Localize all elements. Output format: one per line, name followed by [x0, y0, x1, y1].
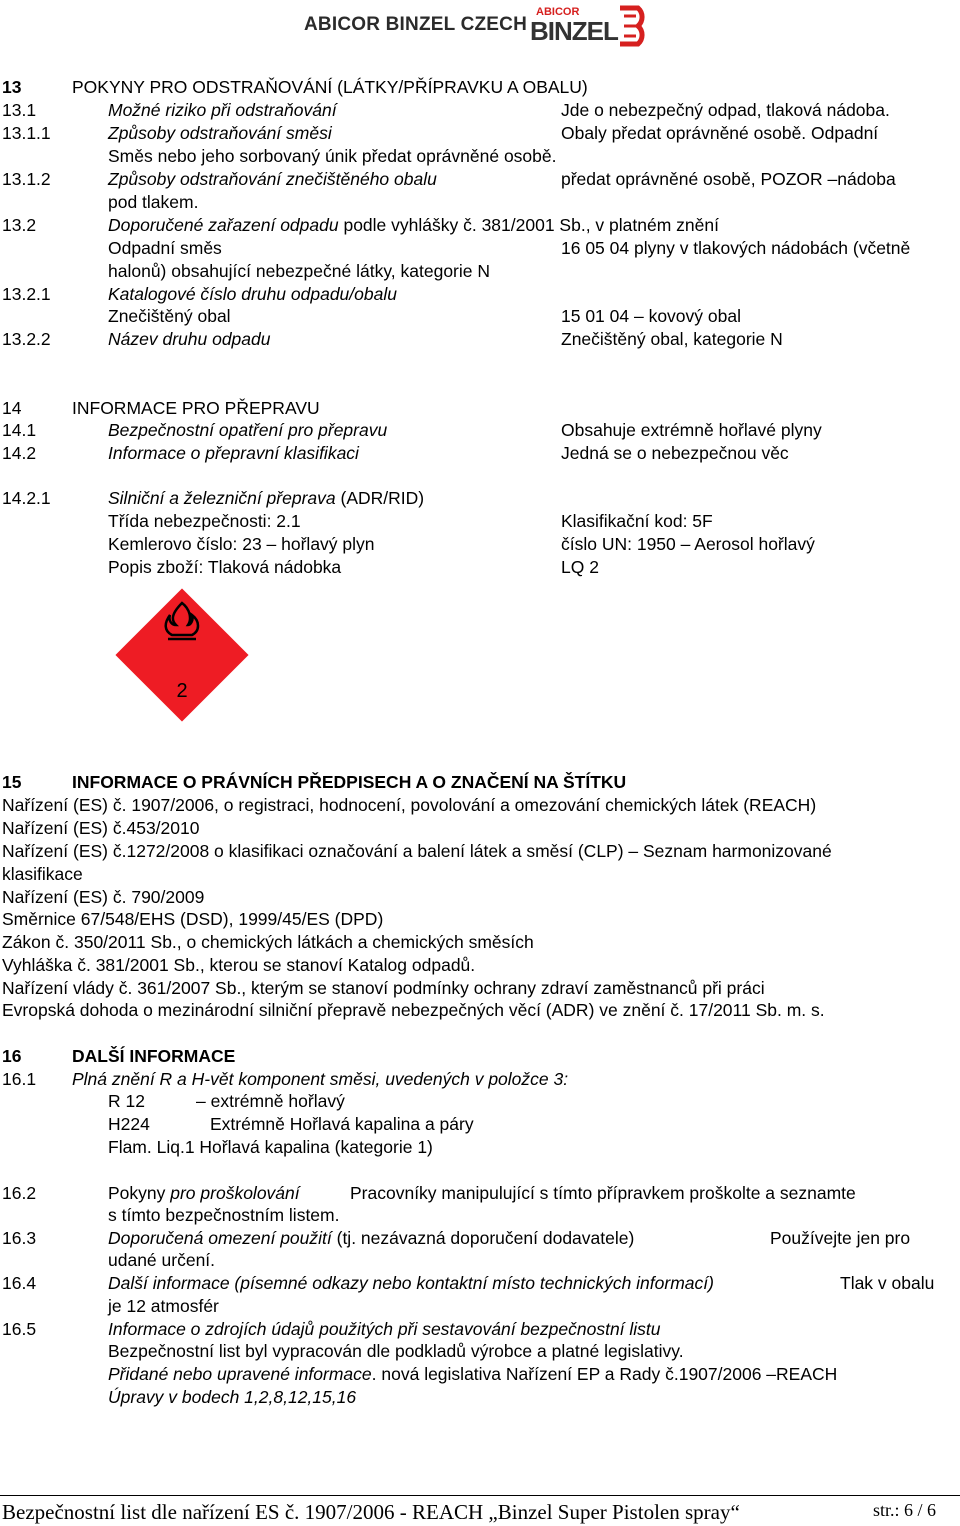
s16-r12-text: – extrémně hořlavý [196, 1091, 345, 1111]
s16-r5-line3: Úpravy v bodech 1,2,8,12,15,16 [108, 1387, 357, 1407]
s13-r4-num: 13.2 [2, 215, 37, 235]
s16-r3-num: 16.3 [2, 1228, 37, 1248]
footer-doc-title: Bezpečnostní list dle nařízení ES č. 1907/2006 - REACH „Binzel Super Pistolen spray“ [2, 1500, 740, 1524]
s13-r1-num: 13.1 [2, 100, 37, 120]
logo-big-text: BINZEL [530, 16, 618, 46]
s16-r3-a: Doporučená omezení použití [108, 1228, 332, 1248]
s13-r3-value: předat oprávněné osobě, POZOR –nádoba [561, 169, 896, 189]
s16-r3-cont: udané určení. [108, 1250, 216, 1270]
s16-r4-text: Tlak v obalu [840, 1273, 935, 1293]
s16-r2-line [108, 1182, 300, 1204]
s13-r5-value: 15 01 04 – kovový obal [561, 306, 741, 326]
s13-r2-cont: Směs nebo jeho sorbovaný únik předat oprávněné osobě. [108, 146, 557, 166]
s14-title: INFORMACE PRO PŘEPRAVU [72, 398, 320, 418]
s16-r5-line1: Bezpečnostní list byl vypracován dle podkladů výrobce a platné legislativy. [108, 1341, 684, 1361]
s16-r2-text: Pracovníky manipulující s tímto přípravkem proškolte a seznamte [350, 1183, 856, 1203]
s15-line: Nařízení (ES) č. 790/2009 [2, 887, 205, 907]
s16-r12-code: R 12 [108, 1091, 145, 1111]
s16-r5-line2-b: . nová legislativa Nařízení EP a Rady č.1907/2006 –REACH [371, 1364, 838, 1384]
s15-line: Nařízení (ES) č. 1907/2006, o registraci, hodnocení, povolování a omezování chemických látek (REACH) [2, 795, 817, 815]
s14-class-label: Třída nebezpečnosti: 2.1 [108, 511, 301, 531]
s14-r3-label: Silniční a železniční přeprava [108, 488, 336, 508]
s14-r2-label: Informace o přepravní klasifikaci [108, 443, 359, 463]
s13-r6-value: Znečištěný obal, kategorie N [561, 329, 783, 349]
s14-r2-num: 14.2 [2, 443, 37, 463]
s14-r1-value: Obsahuje extrémně hořlavé plyny [561, 420, 822, 440]
pictogram-class-number: 2 [176, 680, 188, 702]
s16-r5-line2-a: Přidané nebo upravené informace [108, 1364, 372, 1384]
s13-title-num: 13 [2, 77, 22, 97]
s15-line: Nařízení (ES) č.453/2010 [2, 818, 200, 838]
s15-line: Směrnice 67/548/EHS (DSD), 1999/45/ES (DPD) [2, 909, 384, 929]
s13-r3-cont: pod tlakem. [108, 192, 199, 212]
s13-r1-value: Jde o nebezpečný odpad, tlaková nádoba. [561, 100, 890, 120]
s16-r5-label: Informace o zdrojích údajů použitých při sestavování bezpečnostní listu [108, 1319, 661, 1339]
s13-r3-num: 13.1.2 [2, 169, 51, 189]
s15-line: Evropská dohoda o mezinárodní silniční přepravě nebezpečných věcí (ADR) ve znění č. 17/2011 Sb. m. s. [2, 1000, 825, 1020]
s14-r3-num: 14.2.1 [2, 488, 51, 508]
s16-r3-b: (tj. nezávazná doporučení dodavatele) [331, 1228, 635, 1248]
s14-r1-num: 14.1 [2, 420, 37, 440]
s13-r4-value: 16 05 04 plyny v tlakových nádobách (včetně [561, 238, 911, 258]
s15-title: INFORMACE O PRÁVNÍCH PŘEDPISECH A O ZNAČENÍ NA ŠTÍTKU [72, 772, 627, 792]
s16-r4-cont: je 12 atmosfér [108, 1296, 219, 1316]
s16-r1-label: Plná znění R a H-vět komponent směsi, uvedených v položce 3: [72, 1069, 569, 1089]
footer-divider [0, 1495, 960, 1496]
flammable-gas-pictogram [112, 585, 252, 725]
s13-r4-sub: Odpadní směs [108, 238, 222, 258]
s15-line: klasifikace [2, 864, 83, 884]
s14-un-number: číslo UN: 1950 – Aerosol hořlavý [561, 534, 815, 554]
s13-r2-label: Způsoby odstraňování směsi [108, 123, 332, 143]
s15-line: Vyhláška č. 381/2001 Sb., kterou se stanoví Katalog odpadů. [2, 955, 476, 975]
s14-r1-label: Bezpečnostní opatření pro přepravu [108, 420, 388, 440]
s16-r2-cont: s tímto bezpečnostním listem. [108, 1205, 340, 1225]
footer-page-number: str.: 6 / 6 [873, 1500, 937, 1520]
s13-r1-label: Možné riziko při odstraňování [108, 100, 337, 120]
s16-r3-text: Používejte jen pro [770, 1228, 911, 1248]
s14-lq: LQ 2 [561, 557, 599, 577]
s16-h224-code: H224 [108, 1114, 150, 1134]
s13-r5-sub: Znečištěný obal [108, 306, 231, 326]
s16-r3-line [108, 1227, 634, 1249]
s14-kemler: Kemlerovo číslo: 23 – hořlavý plyn [108, 534, 375, 554]
s13-r2-value: Obaly předat oprávněné osobě. Odpadní [561, 123, 879, 143]
s16-title-num: 16 [2, 1046, 22, 1066]
s13-r3-label: Způsoby odstraňování znečištěného obalu [108, 169, 437, 189]
s16-title: DALŠÍ INFORMACE [72, 1046, 236, 1066]
s13-r5-label: Katalogové číslo druhu odpadu/obalu [108, 284, 397, 304]
s16-r4-label: Další informace (písemné odkazy nebo kontaktní místo technických informací) [108, 1273, 714, 1293]
s16-h224-text: Extrémně Hořlavá kapalina a páry [210, 1114, 474, 1134]
s16-r2-b: pro proškolování [170, 1183, 300, 1203]
s14-r3-rest: (ADR/RID) [335, 488, 425, 508]
s13-r4-line [108, 214, 719, 236]
s16-flam-liq: Flam. Liq.1 Hořlavá kapalina (kategorie 1) [108, 1137, 433, 1157]
s16-r5-line2 [108, 1363, 837, 1385]
company-name: ABICOR BINZEL CZECH [304, 14, 528, 35]
s15-line: Nařízení vlády č. 361/2007 Sb., kterým se stanoví podmínky ochrany zdraví zaměstnanců při práci [2, 978, 765, 998]
s16-r2-a: Pokyny [108, 1183, 171, 1203]
logo-small-text: ABICOR [536, 6, 580, 18]
s15-line: Nařízení (ES) č.1272/2008 o klasifikaci označování a balení látek a směsí (CLP) – Seznam harmonizované [2, 841, 832, 861]
s16-r1-num: 16.1 [2, 1069, 37, 1089]
s13-r6-num: 13.2.2 [2, 329, 51, 349]
s13-r4-cont: halonů) obsahující nebezpečné látky, kategorie N [108, 261, 491, 281]
s16-r4-num: 16.4 [2, 1273, 37, 1293]
s14-class-code: Klasifikační kod: 5F [561, 511, 713, 531]
s16-r2-num: 16.2 [2, 1183, 37, 1203]
s14-title-num: 14 [2, 398, 22, 418]
s13-r5-num: 13.2.1 [2, 284, 51, 304]
s14-goods-desc: Popis zboží: Tlaková nádobka [108, 557, 342, 577]
s16-r5-num: 16.5 [2, 1319, 37, 1339]
s13-title: POKYNY PRO ODSTRAŇOVÁNÍ (LÁTKY/PŘÍPRAVKU A OBALU) [72, 77, 588, 97]
binzel-logo [528, 2, 658, 50]
s14-r3-line [108, 487, 424, 509]
s14-r2-value: Jedná se o nebezpečnou věc [561, 443, 789, 463]
s13-r6-label: Název druhu odpadu [108, 329, 271, 349]
s13-r4-rest: podle vyhlášky č. 381/2001 Sb., v platném znění [338, 215, 719, 235]
s15-title-num: 15 [2, 772, 22, 792]
s15-line: Zákon č. 350/2011 Sb., o chemických látkách a chemických směsích [2, 932, 534, 952]
s13-r4-label: Doporučené zařazení odpadu [108, 215, 339, 235]
s13-r2-num: 13.1.1 [2, 123, 51, 143]
